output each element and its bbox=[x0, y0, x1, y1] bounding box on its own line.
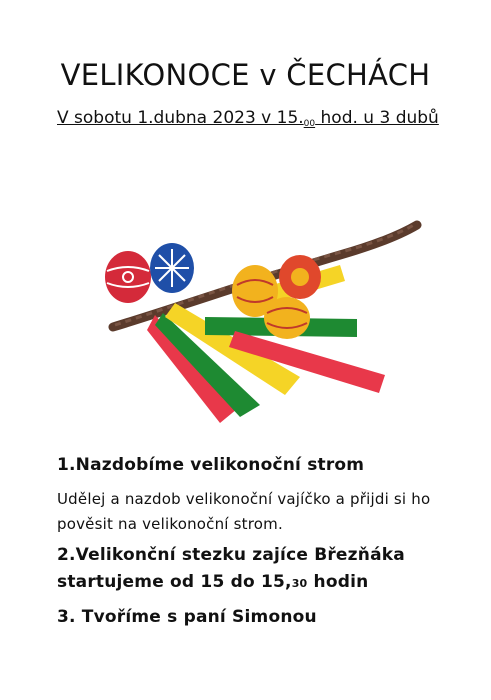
section-2-heading-main: 2.Velikonční stezku zajíce Březňáka startujeme od 15 do 15, bbox=[57, 545, 405, 592]
poster-title: VELIKONOCE v ČECHÁCH bbox=[60, 58, 431, 92]
easter-branch-illustration bbox=[95, 205, 435, 430]
time-minutes: 00 bbox=[303, 119, 316, 129]
section-2-heading bbox=[57, 542, 457, 597]
yellow-painted-egg-bottom bbox=[264, 297, 310, 339]
section-3-heading: 3. Tvoříme s paní Simonou bbox=[57, 607, 317, 627]
blue-painted-egg bbox=[150, 243, 194, 293]
red-painted-egg bbox=[105, 251, 151, 303]
date-line-end: hod. u 3 dubů bbox=[315, 108, 439, 128]
date-line-main: V sobotu 1.dubna 2023 v 15. bbox=[57, 108, 304, 128]
section-2-heading-end: hodin bbox=[307, 572, 369, 592]
red-yellow-painted-egg bbox=[279, 255, 321, 299]
section-1-heading: 1.Nazdobíme velikonoční strom bbox=[57, 455, 365, 475]
date-time-location-line bbox=[57, 108, 439, 129]
section-2-time-minutes: 30 bbox=[291, 577, 308, 590]
section-1-text: Udělej a nazdob velikonoční vajíčko a přijdi si ho pověsit na velikonoční strom. bbox=[57, 490, 431, 533]
